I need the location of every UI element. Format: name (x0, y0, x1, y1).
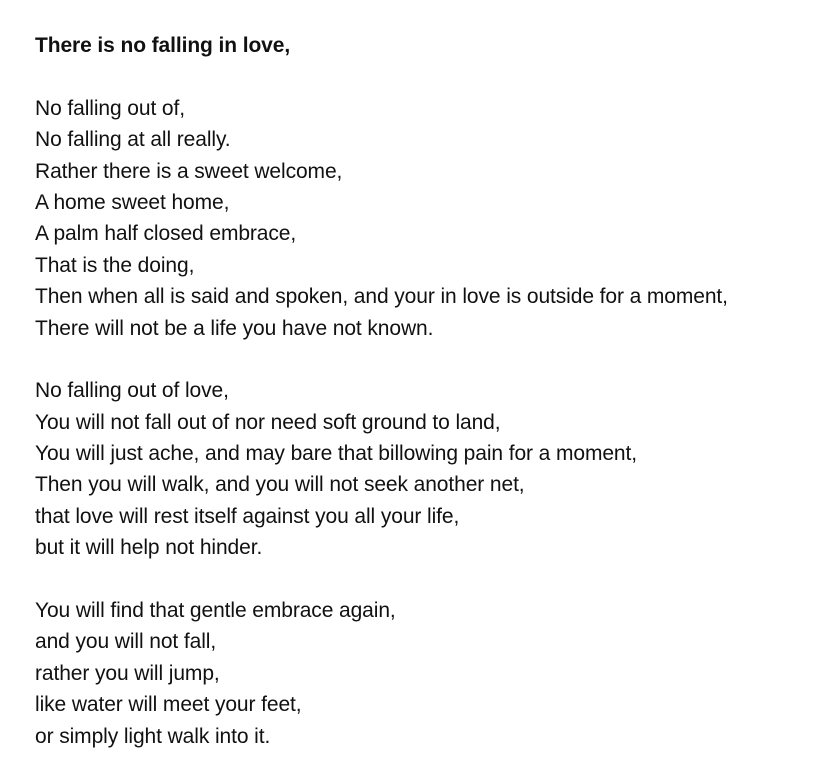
poem-line: Then when all is said and spoken, and your in love is outside for a moment, (35, 285, 728, 309)
poem-line: that love will rest itself against you all your life, (35, 504, 460, 528)
stanza-2 (35, 375, 825, 563)
poem-line: You will just ache, and may bare that billowing pain for a moment, (35, 442, 637, 466)
stanza-1 (35, 93, 825, 344)
poem-line: That is the doing, (35, 253, 195, 277)
poem-line: A home sweet home, (35, 190, 230, 214)
poem-line: Then you will walk, and you will not seek another net, (35, 473, 525, 497)
poem-line: and you will not fall, (35, 630, 217, 654)
poem-line: You will not fall out of nor need soft ground to land, (35, 410, 501, 434)
poem-line: No falling out of, (35, 96, 185, 120)
poem-line: Rather there is a sweet welcome, (35, 159, 343, 183)
poem-line: No falling at all really. (35, 128, 231, 152)
poem-line: You will find that gentle embrace again, (35, 599, 396, 623)
stanza-3 (35, 595, 825, 752)
poem-line: or simply light walk into it. (35, 724, 271, 748)
poem-line: rather you will jump, (35, 661, 220, 685)
poem-line: There will not be a life you have not known. (35, 316, 434, 340)
poem (35, 30, 825, 752)
poem-title: There is no falling in love, (35, 34, 291, 57)
poem-line: No falling out of love, (35, 379, 229, 403)
poem-line: A palm half closed embrace, (35, 222, 297, 246)
poem-line: but it will help not hinder. (35, 536, 263, 560)
poem-line: like water will meet your feet, (35, 693, 302, 717)
